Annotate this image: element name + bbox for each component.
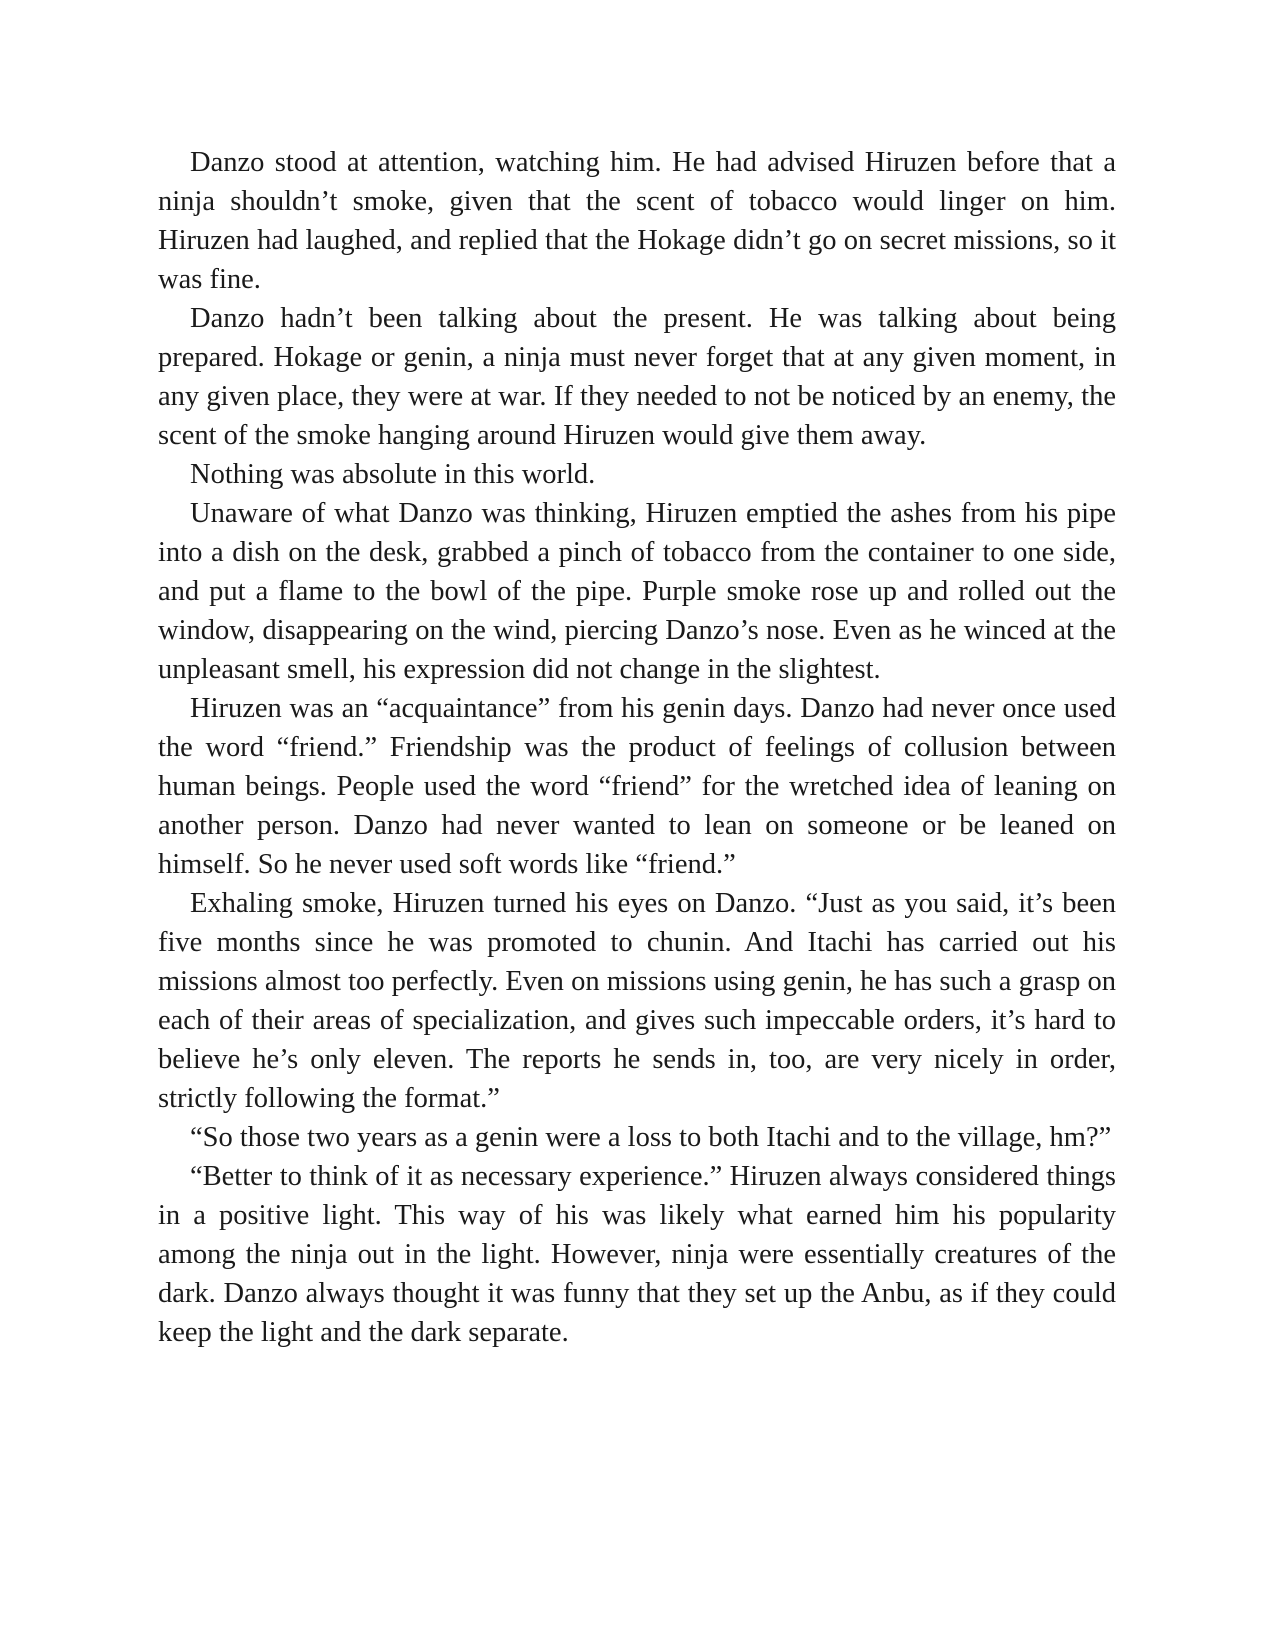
paragraph: Danzo hadn’t been talking about the present. He was talking about being prepared. Hokage or genin, a ninja must never forget that at any given moment, in any given place, they were at war. If they needed to not be noticed by an enemy, the scent of the smoke hanging around Hiruzen would give them away. — [158, 303, 1116, 451]
paragraph: Hiruzen was an “acquaintance” from his genin days. Danzo had never once used the word “friend.” Friendship was the product of feelings of collusion between human beings. People used the word “friend” for the wretched idea of leaning on another person. Danzo had never wanted to lean on someone or be leaned on himself. So he never used soft words like “friend.” — [158, 693, 1116, 880]
paragraph: “Better to think of it as necessary experience.” Hiruzen always considered things in a positive light. This way of his was likely what earned him his popularity among the ninja out in the light. However, ninja were essentially creatures of the dark. Danzo always thought it was funny that they set up the Anbu, as if they could keep the light and the dark separate. — [158, 1161, 1116, 1348]
page-text — [158, 143, 1116, 1352]
paragraph: Unaware of what Danzo was thinking, Hiruzen emptied the ashes from his pipe into a dish on the desk, grabbed a pinch of tobacco from the container to one side, and put a flame to the bowl of the pipe. Purple smoke rose up and rolled out the window, disappearing on the wind, piercing Danzo’s nose. Even as he winced at the unpleasant smell, his expression did not change in the slightest. — [158, 498, 1116, 685]
paragraph: Exhaling smoke, Hiruzen turned his eyes on Danzo. “Just as you said, it’s been five months since he was promoted to chunin. And Itachi has carried out his missions almost too perfectly. Even on missions using genin, he has such a grasp on each of their areas of specialization, and gives such impeccable orders, it’s hard to believe he’s only eleven. The reports he sends in, too, are very nicely in order, strictly following the format.” — [158, 888, 1116, 1114]
paragraph: Nothing was absolute in this world. — [190, 459, 596, 490]
paragraph: Danzo stood at attention, watching him. He had advised Hiruzen before that a ninja shouldn’t smoke, given that the scent of tobacco would linger on him. Hiruzen had laughed, and replied that the Hokage didn’t go on secret missions, so it was fine. — [158, 147, 1116, 295]
paragraph: “So those two years as a genin were a loss to both Itachi and to the village, hm?” — [190, 1122, 1112, 1153]
